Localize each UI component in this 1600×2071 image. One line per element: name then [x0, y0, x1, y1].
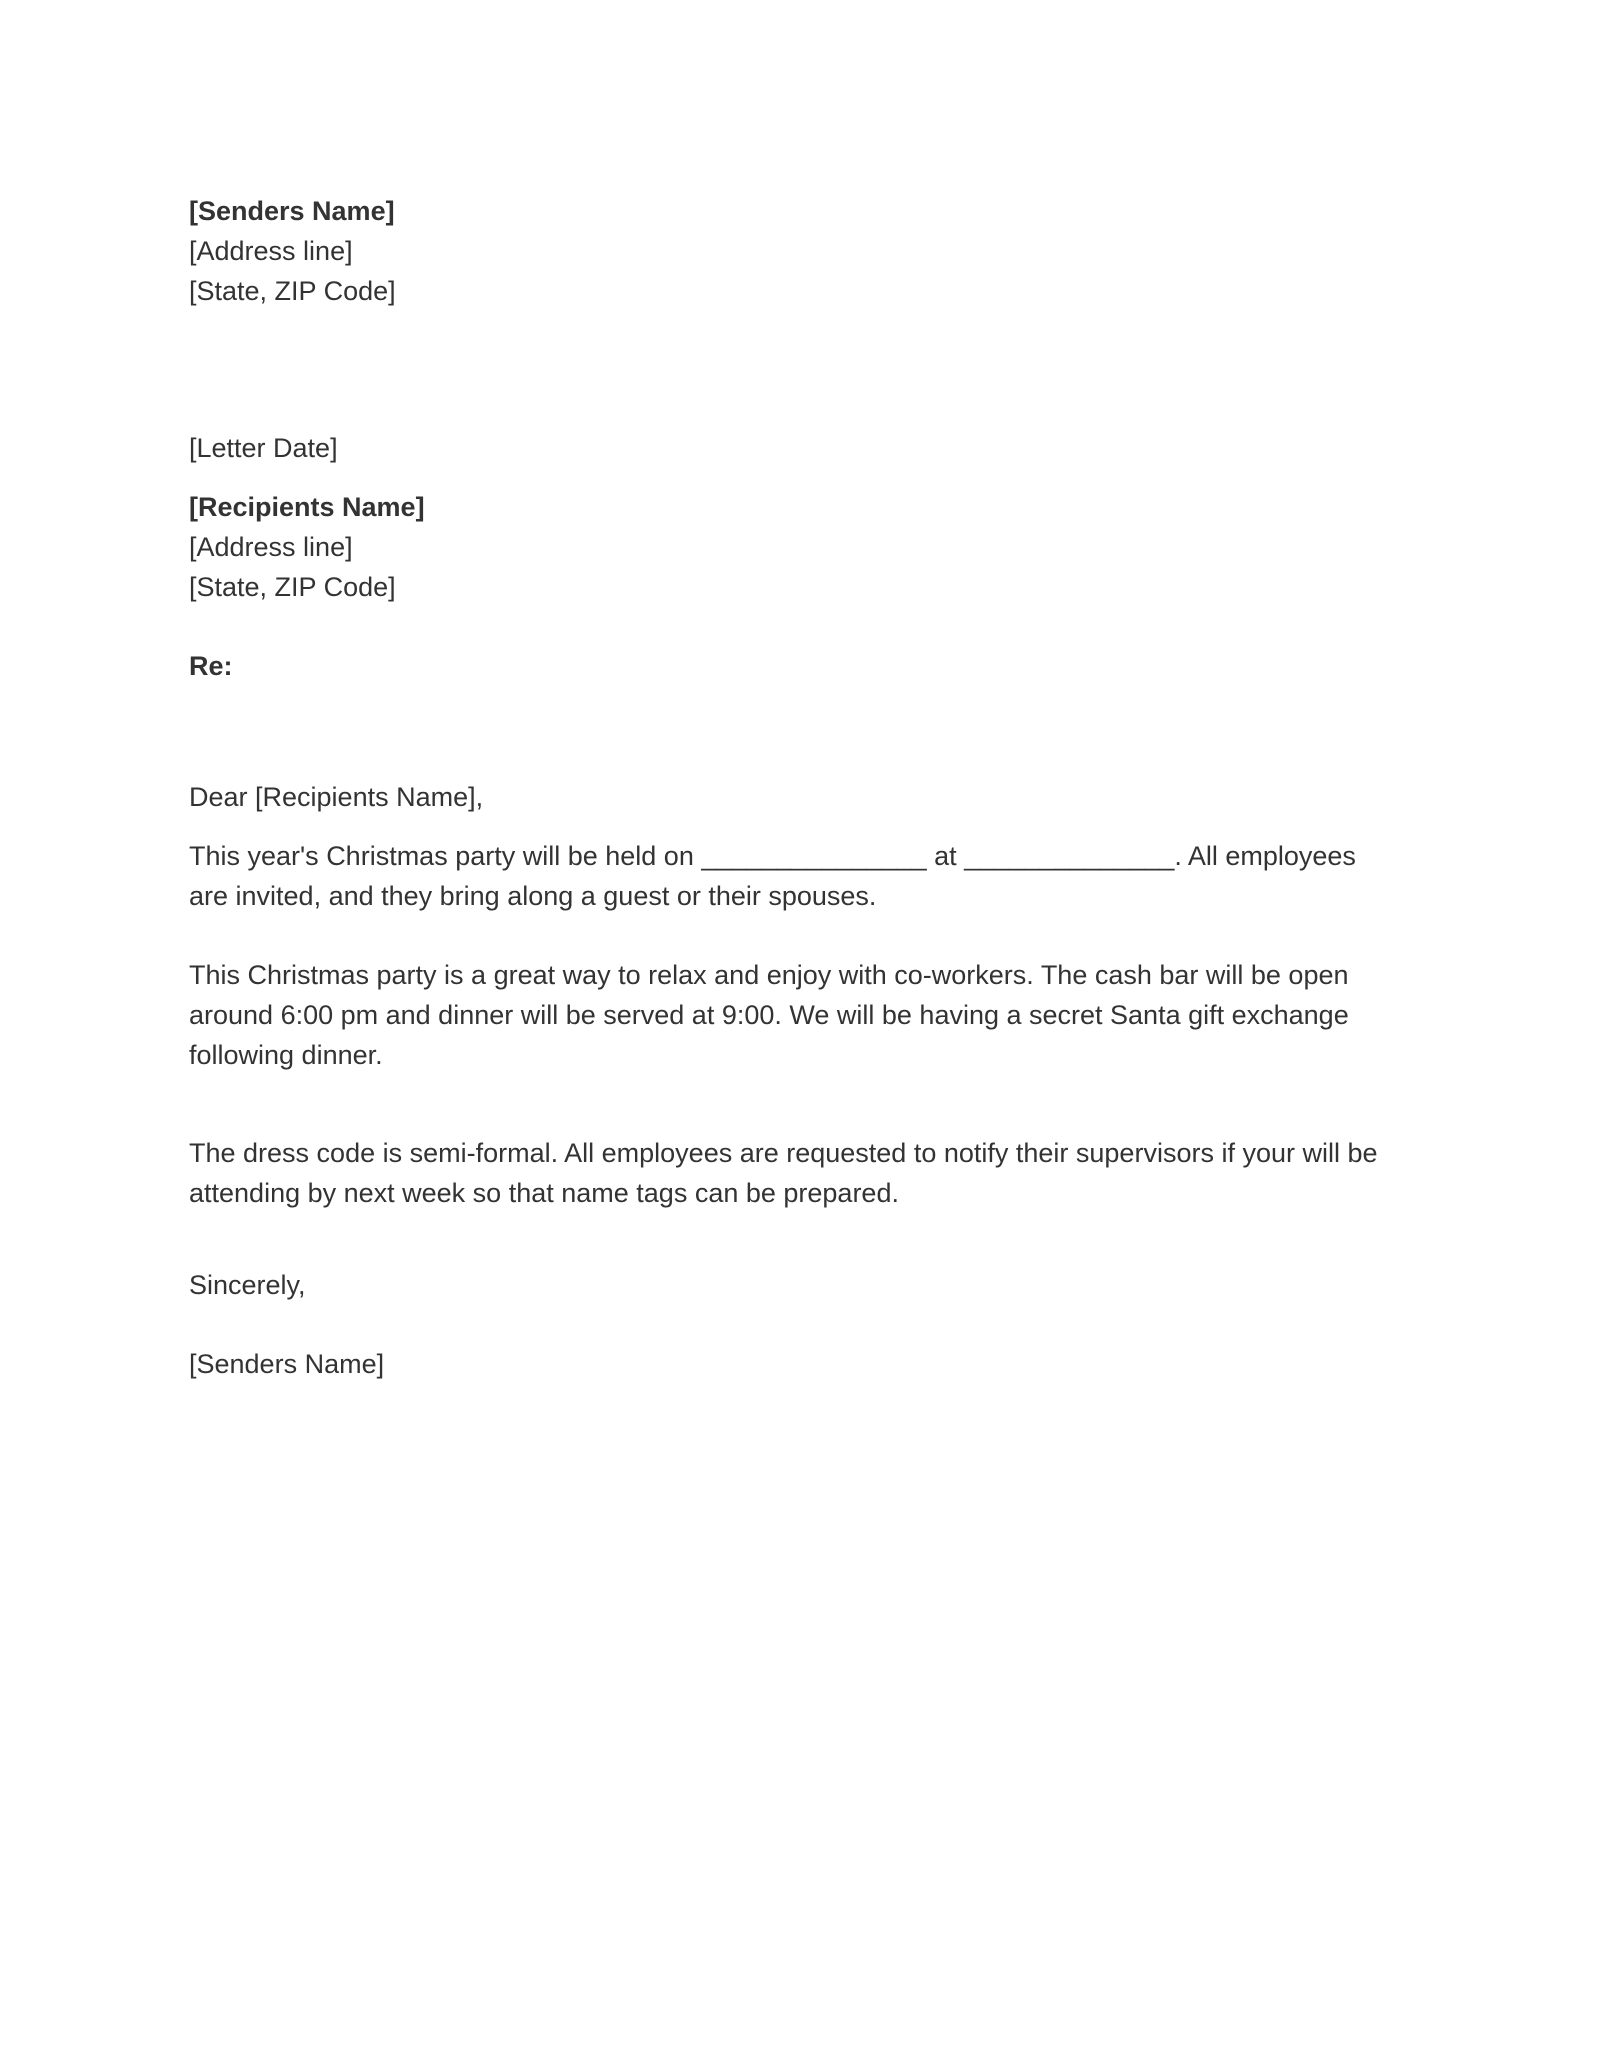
body-paragraph-3-line-1: The dress code is semi-formal. All employees are requested to notify their supervisors if your will be — [189, 1138, 1378, 1168]
letter-date: [Letter Date] — [189, 433, 338, 463]
recipient-address-line: [Address line] — [189, 532, 353, 562]
closing: Sincerely, — [189, 1270, 306, 1300]
signature-name: [Senders Name] — [189, 1349, 385, 1379]
salutation: Dear [Recipients Name], — [189, 782, 484, 812]
body-paragraph-2-line-2: around 6:00 pm and dinner will be served at 9:00. We will be having a secret Santa gift exchange — [189, 1000, 1349, 1030]
sender-name: [Senders Name] — [189, 196, 395, 226]
recipient-name: [Recipients Name] — [189, 492, 425, 522]
body-paragraph-3-line-2: attending by next week so that name tags can be prepared. — [189, 1178, 899, 1208]
body-paragraph-1-line-2: are invited, and they bring along a guest or their spouses. — [189, 881, 877, 911]
re-label: Re: — [189, 651, 233, 681]
body-paragraph-2-line-3: following dinner. — [189, 1040, 383, 1070]
body-paragraph-2-line-1: This Christmas party is a great way to relax and enjoy with co-workers. The cash bar will be open — [189, 960, 1349, 990]
sender-address-line: [Address line] — [189, 236, 353, 266]
recipient-state-zip: [State, ZIP Code] — [189, 572, 396, 602]
sender-state-zip: [State, ZIP Code] — [189, 276, 396, 306]
body-paragraph-1-line-1: This year's Christmas party will be held on _______________ at ______________. All employees — [189, 841, 1356, 871]
